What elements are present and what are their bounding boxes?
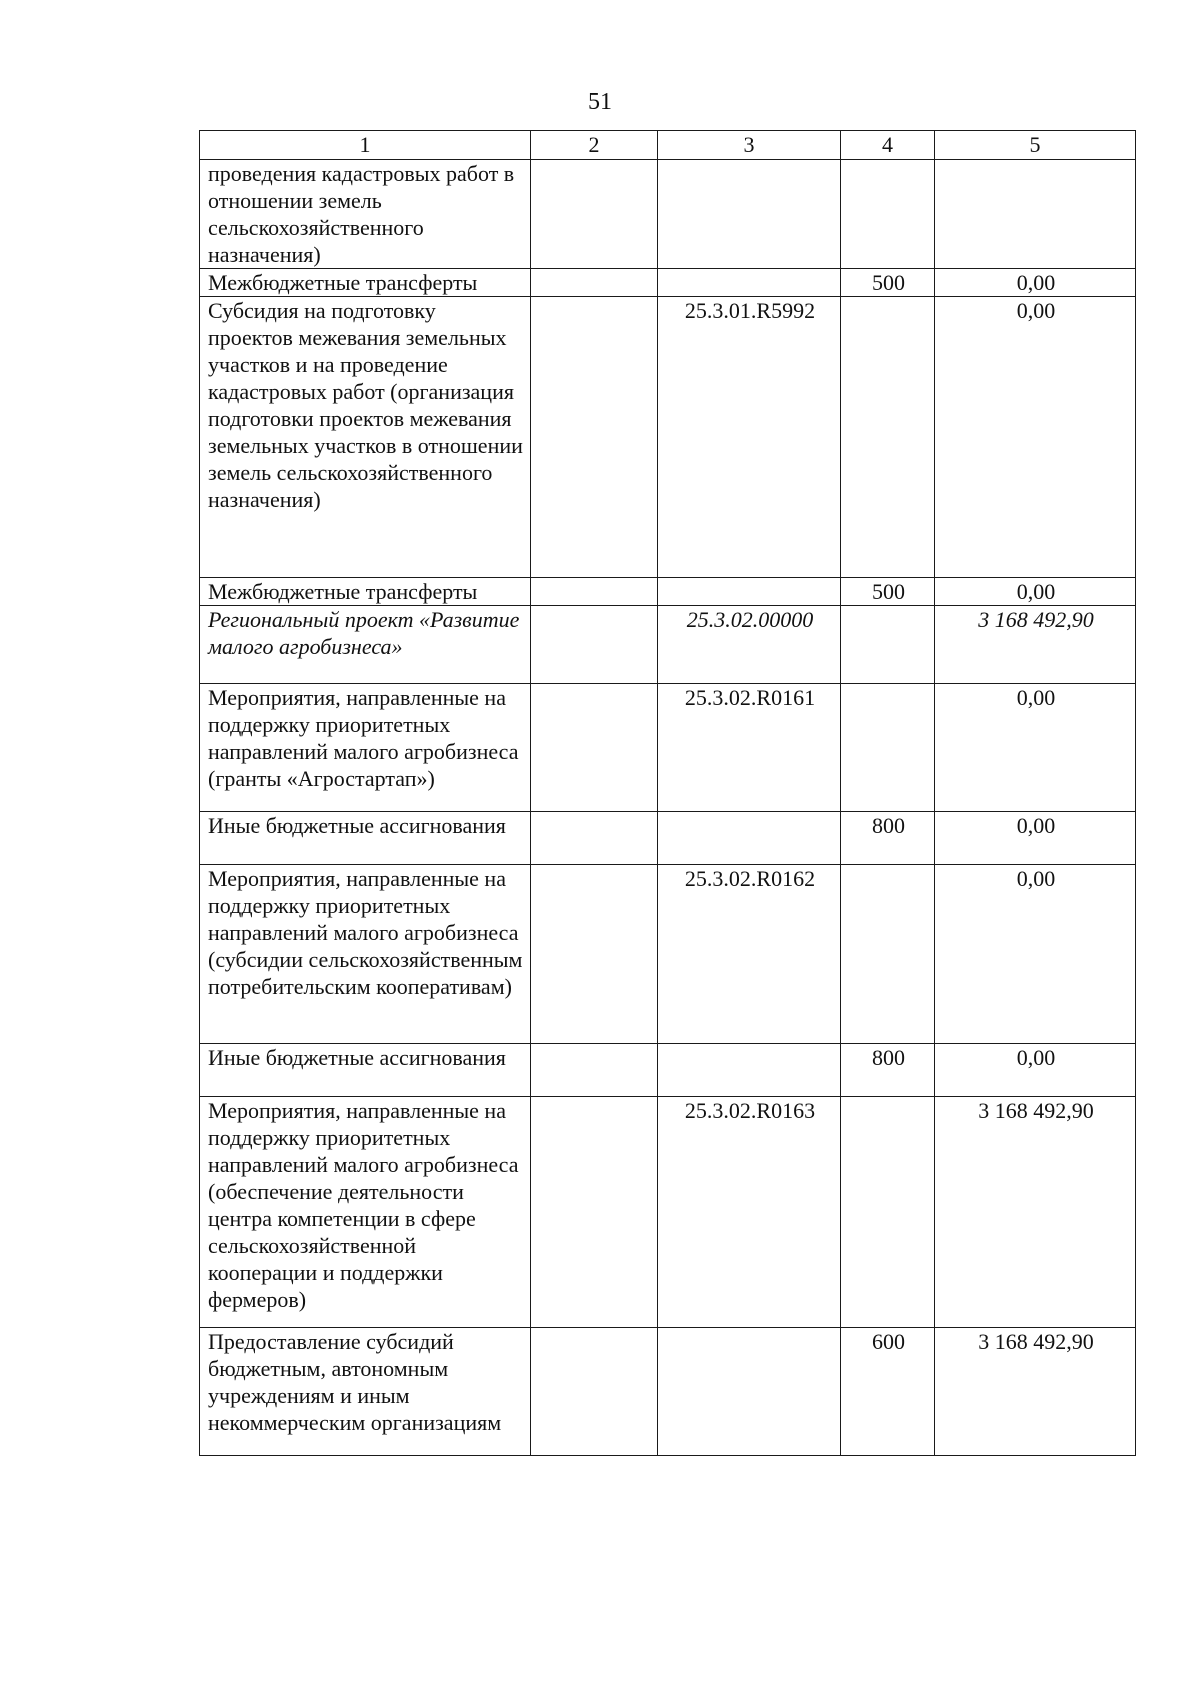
row-amount-cell: 0,00 bbox=[935, 865, 1136, 1044]
row-name-cell: Мероприятия, направленные на поддержку приоритетных направлений малого агробизнеса (гранты «Агростартап») bbox=[200, 684, 531, 812]
row-amount-cell: 3 168 492,90 bbox=[935, 1328, 1136, 1456]
header-cell-5: 5 bbox=[935, 131, 1136, 160]
row-code-cell bbox=[658, 160, 841, 269]
row-name-cell: проведения кадастровых работ в отношении земель сельскохозяйственного назначения) bbox=[200, 160, 531, 269]
header-cell-1: 1 bbox=[200, 131, 531, 160]
row-amount-cell: 0,00 bbox=[935, 812, 1136, 865]
row-name-cell: Предоставление субсидий бюджетным, автономным учреждениям и иным некоммерческим организациям bbox=[200, 1328, 531, 1456]
table-row bbox=[200, 269, 1136, 297]
row-group-cell bbox=[841, 297, 935, 578]
row-col2-cell bbox=[531, 297, 658, 578]
page-number: 51 bbox=[588, 89, 612, 115]
budget-table bbox=[199, 130, 1136, 1456]
table-row bbox=[200, 865, 1136, 1044]
row-col2-cell bbox=[531, 1328, 658, 1456]
table-row bbox=[200, 578, 1136, 606]
table-header-row bbox=[200, 131, 1136, 160]
header-cell-3: 3 bbox=[658, 131, 841, 160]
row-group-cell bbox=[841, 160, 935, 269]
row-name-cell: Иные бюджетные ассигнования bbox=[200, 1044, 531, 1097]
row-group-cell: 800 bbox=[841, 1044, 935, 1097]
row-code-cell: 25.3.02.R0163 bbox=[658, 1097, 841, 1328]
row-code-cell bbox=[658, 578, 841, 606]
row-amount-cell: 0,00 bbox=[935, 1044, 1136, 1097]
table-row bbox=[200, 812, 1136, 865]
row-name-cell: Региональный проект «Развитие малого агробизнеса» bbox=[200, 606, 531, 684]
row-amount-cell: 0,00 bbox=[935, 297, 1136, 578]
row-col2-cell bbox=[531, 578, 658, 606]
row-group-cell: 800 bbox=[841, 812, 935, 865]
row-amount-cell: 3 168 492,90 bbox=[935, 606, 1136, 684]
row-group-cell: 600 bbox=[841, 1328, 935, 1456]
row-col2-cell bbox=[531, 269, 658, 297]
row-group-cell bbox=[841, 684, 935, 812]
row-col2-cell bbox=[531, 1097, 658, 1328]
row-group-cell bbox=[841, 865, 935, 1044]
row-group-cell bbox=[841, 1097, 935, 1328]
row-col2-cell bbox=[531, 684, 658, 812]
row-amount-cell bbox=[935, 160, 1136, 269]
header-cell-2: 2 bbox=[531, 131, 658, 160]
table-row bbox=[200, 160, 1136, 269]
row-name-cell: Субсидия на подготовку проектов межевания земельных участков и на проведение кадастровых работ (организация подготовки проектов межевания земельных участков в отношении земель сельскохозяйственного назначения) bbox=[200, 297, 531, 578]
row-name-cell: Иные бюджетные ассигнования bbox=[200, 812, 531, 865]
table-row bbox=[200, 606, 1136, 684]
row-col2-cell bbox=[531, 812, 658, 865]
header-cell-4: 4 bbox=[841, 131, 935, 160]
row-code-cell: 25.3.02.00000 bbox=[658, 606, 841, 684]
table-row bbox=[200, 297, 1136, 578]
row-group-cell: 500 bbox=[841, 578, 935, 606]
row-group-cell: 500 bbox=[841, 269, 935, 297]
row-code-cell bbox=[658, 1328, 841, 1456]
row-col2-cell bbox=[531, 1044, 658, 1097]
row-col2-cell bbox=[531, 160, 658, 269]
row-name-cell: Мероприятия, направленные на поддержку приоритетных направлений малого агробизнеса (субсидии сельскохозяйственным потребительским кооперативам) bbox=[200, 865, 531, 1044]
table-row bbox=[200, 1328, 1136, 1456]
row-code-cell: 25.3.01.R5992 bbox=[658, 297, 841, 578]
row-code-cell bbox=[658, 1044, 841, 1097]
row-amount-cell: 0,00 bbox=[935, 578, 1136, 606]
row-code-cell bbox=[658, 812, 841, 865]
table-row bbox=[200, 684, 1136, 812]
row-code-cell: 25.3.02.R0162 bbox=[658, 865, 841, 1044]
row-name-cell: Мероприятия, направленные на поддержку приоритетных направлений малого агробизнеса (обеспечение деятельности центра компетенции в сфере сельскохозяйственной кооперации и поддержки фермеров) bbox=[200, 1097, 531, 1328]
row-col2-cell bbox=[531, 865, 658, 1044]
row-col2-cell bbox=[531, 606, 658, 684]
table-row bbox=[200, 1044, 1136, 1097]
row-code-cell bbox=[658, 269, 841, 297]
row-name-cell: Межбюджетные трансферты bbox=[200, 578, 531, 606]
row-group-cell bbox=[841, 606, 935, 684]
row-amount-cell: 3 168 492,90 bbox=[935, 1097, 1136, 1328]
row-code-cell: 25.3.02.R0161 bbox=[658, 684, 841, 812]
row-amount-cell: 0,00 bbox=[935, 269, 1136, 297]
row-name-cell: Межбюджетные трансферты bbox=[200, 269, 531, 297]
table-row bbox=[200, 1097, 1136, 1328]
row-amount-cell: 0,00 bbox=[935, 684, 1136, 812]
